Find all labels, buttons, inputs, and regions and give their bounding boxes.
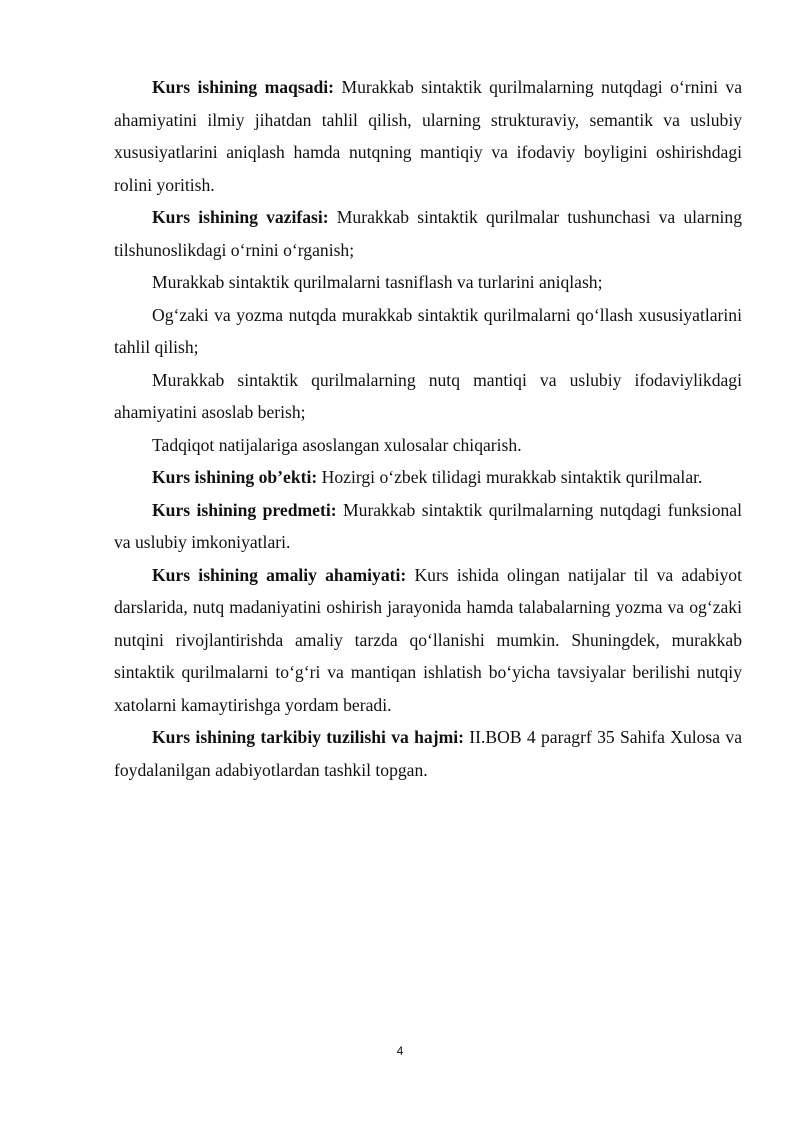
paragraph-label: Kurs ishining maqsadi: (152, 77, 335, 97)
paragraph-text: Murakkab sintaktik qurilmalar tushunchasi va ularning tilshunoslikdagi o‘rnini o‘rganish; (114, 207, 742, 260)
paragraph-task-item (114, 429, 742, 462)
paragraph-task-item (114, 364, 742, 429)
paragraph-task-item (114, 266, 742, 299)
paragraph-text: Tadqiqot natijalariga asoslangan xulosalar chiqarish. (152, 434, 522, 455)
paragraph-task-item (114, 299, 742, 364)
paragraph-label: Kurs ishining tarkibiy tuzilishi va hajmi: (152, 727, 464, 747)
paragraph-goal (114, 71, 742, 201)
paragraph-label: Kurs ishining amaliy ahamiyati: (152, 564, 407, 585)
paragraph-text: Murakkab sintaktik qurilmalarning nutqdagi funksional va uslubiy imkoniyatlari. (114, 499, 742, 552)
paragraph-practical-significance (114, 559, 742, 722)
paragraph-text: Murakkab sintaktik qurilmalarning nutqdagi o‘rnini va ahamiyatini ilmiy jihatdan tahlil qilish, ularning strukturaviy, semantik va uslubiy xususiyatlarini aniqlash hamda nutqning mantiqiy va ifodaviy boyligini oshirishdagi rolini yoritish. (114, 77, 743, 195)
paragraph-text: Murakkab sintaktik qurilmalarning nutq mantiqi va uslubiy ifodaviylikdagi ahamiyatini asoslab berish; (114, 369, 742, 422)
paragraph-label: Kurs ishining ob’ekti: (152, 467, 318, 487)
paragraph-text: Og‘zaki va yozma nutqda murakkab sintaktik qurilmalarni qo‘llash xususiyatlarini tahlil qilish; (114, 304, 742, 357)
paragraph-text: Murakkab sintaktik qurilmalarni tasniflash va turlarini aniqlash; (152, 272, 603, 292)
paragraph-text: II.BOB 4 paragrf 35 Sahifa Xulosa va foydalanilgan adabiyotlardan tashkil topgan. (114, 727, 742, 780)
paragraph-structure (114, 721, 742, 786)
document-body (114, 71, 742, 786)
page-number: 4 (396, 1044, 404, 1058)
paragraph-text: Kurs ishida olingan natijalar til va adabiyot darslarida, nutq madaniyatini oshirish jarayonida hamda talabalarning yozma va og‘zaki nutqini rivojlantirishda amaliy tarzda qo‘llanishi mumkin. Shuningdek, murakkab sintaktik qurilmalarni to‘g‘ri va mantiqan ishlatish bo‘yicha tavsiyalar berilishi nutqiy xatolarni kamaytirishga yordam beradi. (114, 564, 742, 715)
paragraph-text: Hozirgi o‘zbek tilidagi murakkab sintaktik qurilmalar. (317, 467, 703, 487)
paragraph-subject (114, 494, 742, 559)
paragraph-label: Kurs ishining predmeti: (152, 499, 337, 520)
paragraph-label: Kurs ishining vazifasi: (152, 207, 329, 227)
paragraph-object (114, 461, 742, 494)
paragraph-tasks (114, 201, 742, 266)
